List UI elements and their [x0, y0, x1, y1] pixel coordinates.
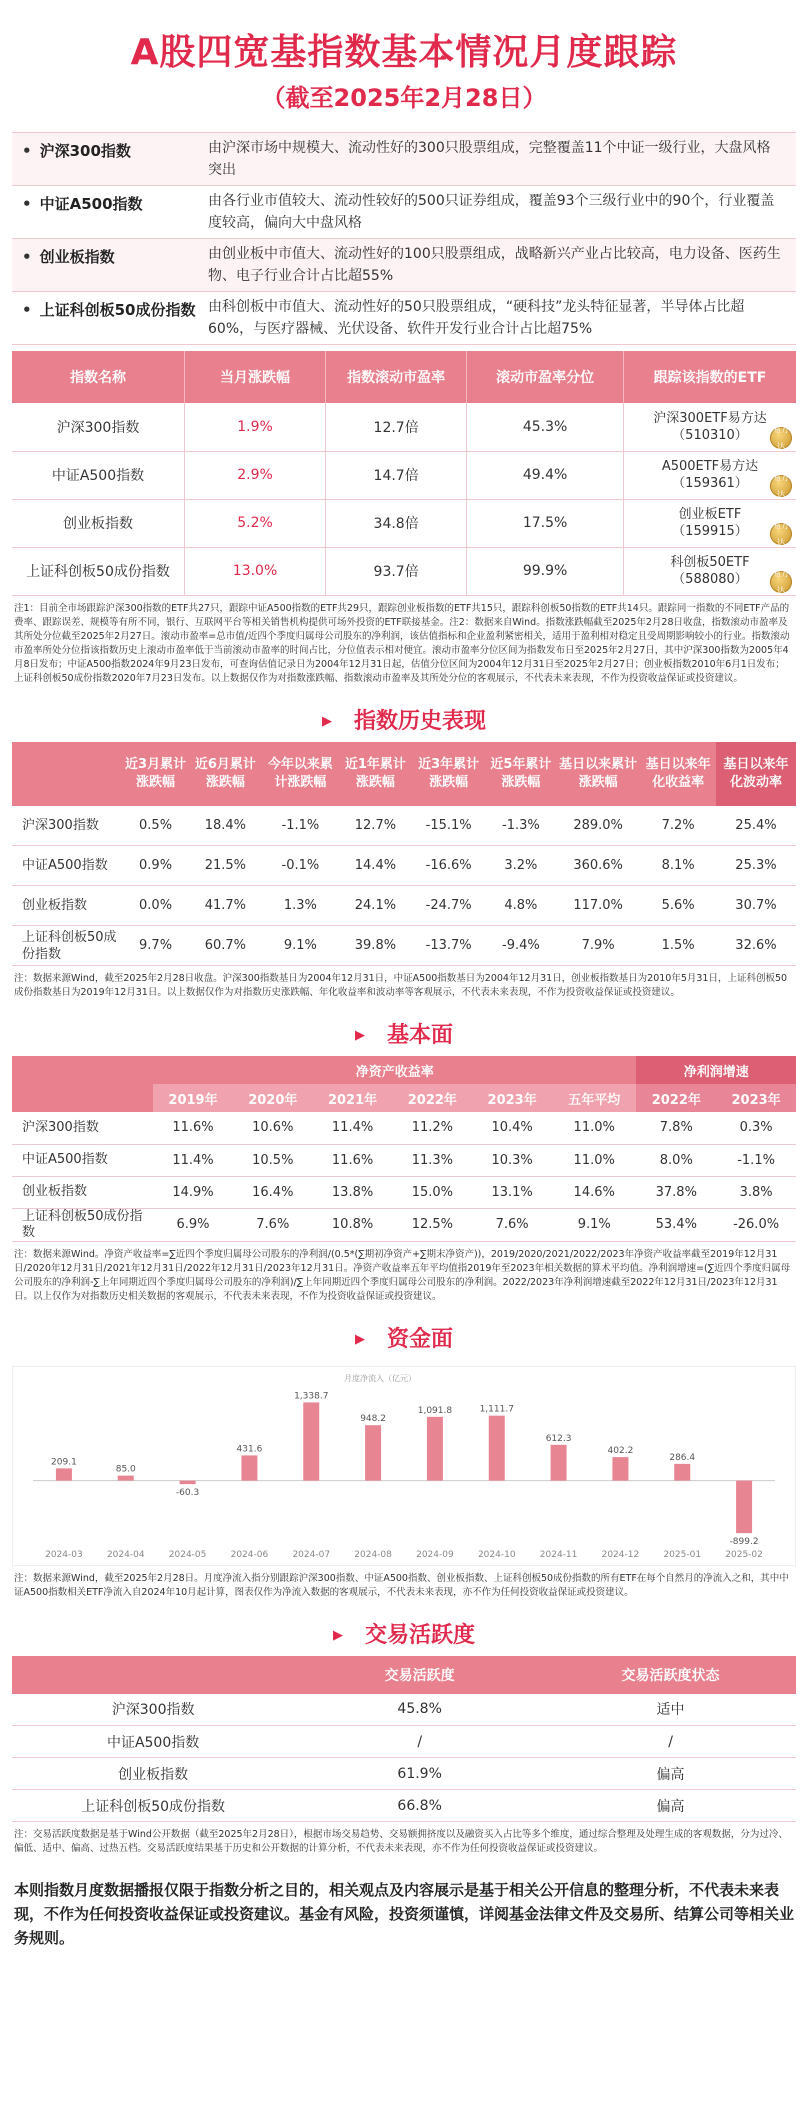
table-header-row — [12, 351, 796, 403]
table-row — [12, 499, 796, 547]
value-cell: -26.0% — [716, 1208, 796, 1241]
index-name: 创业板指数 — [12, 1758, 294, 1790]
value-cell: 10.5% — [233, 1144, 313, 1176]
disclaimer: 本则指数月度数据播报仅限于指数分析之目的，相关观点及内容展示是基于相关公开信息的整理分析，不代表未来表现，不作为任何投资收益保证或投资建议。基金有风险，投资须谨慎，详阅基金法律文件及交易所、结算公司等相关业务规则。 — [14, 1881, 795, 1947]
col-header: 2021年 — [313, 1084, 393, 1112]
history-table — [12, 742, 796, 967]
activity-state: 偏高 — [545, 1758, 796, 1790]
value-cell: 25.4% — [716, 806, 796, 846]
value-cell: 10.8% — [313, 1208, 393, 1241]
pe-percentile: 45.3% — [467, 403, 624, 451]
value-cell: 117.0% — [556, 886, 640, 926]
funds-note: 注：数据来源Wind，截至2025年2月28日。月度净流入指分别跟踪沪深300指数、中证A500指数、创业板指数、上证科创板50成份指数的所有ETF在每个自然月的净流入之和，其中中证A500指数相关ETF净流入自2024年10月起计算，图表仅作为净流入数据的客观展示，不代表未来表现，亦不作为任何投资收益保证或投资建议。 — [14, 1572, 789, 1598]
monthly-change: 1.9% — [184, 403, 325, 451]
chart-bar — [118, 1475, 134, 1480]
value-cell: 0.5% — [122, 806, 190, 846]
col-header: 今年以来累计涨跌幅 — [261, 742, 339, 806]
value-cell: -13.7% — [411, 926, 485, 966]
bar-value-label: 1,111.7 — [479, 1404, 514, 1415]
value-cell: 39.8% — [339, 926, 411, 966]
chart-bar — [489, 1415, 505, 1480]
value-cell: 1.3% — [261, 886, 339, 926]
value-cell: 7.2% — [640, 806, 716, 846]
triangle-right-icon: ▶ — [321, 713, 332, 729]
intro-item-desc: 由各行业市值较大、流动性较好的500只证券组成，覆盖93个三级行业中的90个，行业覆盖度较高，偏向大中盘风格 — [208, 193, 775, 231]
page-title: A股四宽基指数基本情况月度跟踪 — [130, 32, 678, 73]
fund-flow-svg — [13, 1367, 795, 1565]
col-header: 近3年累计涨跌幅 — [411, 742, 485, 806]
group-header-roe: 净资产收益率 — [153, 1056, 636, 1084]
col-header: 当月涨跌幅 — [184, 351, 325, 403]
etf-cell — [623, 451, 796, 499]
chart-bar — [674, 1463, 690, 1480]
col-header: 近5年累计涨跌幅 — [486, 742, 556, 806]
etf-code: （588080） — [672, 572, 748, 587]
value-cell: -1.1% — [261, 806, 339, 846]
x-tick-label: 2024-05 — [168, 1549, 207, 1560]
section-title-text: 交易活跃度 — [364, 1622, 475, 1648]
intro-item — [12, 239, 796, 292]
value-cell: 7.8% — [636, 1112, 716, 1144]
value-cell: 11.3% — [392, 1144, 472, 1176]
value-cell: 11.6% — [153, 1112, 233, 1144]
value-cell: -0.1% — [261, 846, 339, 886]
value-cell: 12.7% — [339, 806, 411, 846]
medal-icon: 易方达 — [770, 427, 792, 449]
value-cell: 18.4% — [189, 806, 261, 846]
x-tick-label: 2024-03 — [45, 1549, 83, 1560]
activity-value: 45.8% — [294, 1694, 545, 1726]
intro-item-name: • 中证A500指数 — [12, 190, 208, 214]
index-name: 创业板指数 — [12, 886, 122, 926]
chart-bar — [56, 1468, 72, 1480]
value-cell: 3.8% — [716, 1176, 796, 1208]
intro-item-desc: 由沪深市场中规模大、流动性好的300只股票组成，完整覆盖11个中证一级行业，大盘风格突出 — [208, 140, 771, 178]
col-header — [12, 1656, 294, 1694]
table-header-row — [12, 742, 796, 806]
index-name: 中证A500指数 — [12, 451, 184, 499]
section-title-history — [12, 702, 796, 742]
chart-legend: 月度净流入（亿元） — [344, 1373, 416, 1383]
intro-item-desc: 由创业板中市值大、流动性好的100只股票组成，战略新兴产业占比较高，电力设备、医药生物、电子行业合计占比超55% — [208, 246, 781, 284]
intro-item — [12, 186, 796, 239]
medal-icon: 易方达 — [770, 571, 792, 593]
etf-name: 创业板ETF — [678, 507, 742, 522]
value-cell: 11.0% — [552, 1112, 636, 1144]
pe-percentile: 17.5% — [467, 499, 624, 547]
activity-value: / — [294, 1726, 545, 1758]
x-tick-label: 2025-01 — [663, 1549, 702, 1560]
index-name: 上证科创板50成份指数 — [12, 1790, 294, 1822]
value-cell: 13.1% — [472, 1176, 552, 1208]
etf-name: 沪深300ETF易方达 — [653, 410, 767, 426]
bar-value-label: 402.2 — [607, 1445, 634, 1456]
index-name: 创业板指数 — [12, 499, 184, 547]
table-row — [12, 451, 796, 499]
intro-item-desc: 由科创板中市值大、流动性好的50只股票组成，“硬科技”龙头特征显著，半导体占比超60%，与医疗器械、光伏设备、软件开发行业合计占比超75% — [208, 299, 745, 337]
etf-cell — [623, 499, 796, 547]
col-header: 基日以来年化波动率 — [716, 742, 796, 806]
value-cell: -1.3% — [486, 806, 556, 846]
x-tick-label: 2025-02 — [725, 1549, 763, 1560]
col-header: 2023年 — [716, 1084, 796, 1112]
bar-value-label: -60.3 — [175, 1487, 200, 1498]
col-header: 滚动市盈率分位 — [467, 351, 624, 403]
col-header: 2022年 — [636, 1084, 716, 1112]
value-cell: 10.3% — [472, 1144, 552, 1176]
value-cell: 11.6% — [313, 1144, 393, 1176]
col-header: 跟踪该指数的ETF — [623, 351, 796, 403]
chart-bar — [365, 1425, 381, 1480]
value-cell: -24.7% — [411, 886, 485, 926]
bar-value-label: 286.4 — [669, 1452, 696, 1463]
table-row — [12, 846, 796, 886]
group-header-profit: 净利润增速 — [636, 1056, 796, 1084]
table-row — [12, 806, 796, 846]
medal-icon: 易方达 — [770, 475, 792, 497]
intro-item-name: • 沪深300指数 — [12, 137, 208, 161]
value-cell: 8.0% — [636, 1144, 716, 1176]
activity-note: 注：交易活跃度数据是基于Wind公开数据（截至2025年2月28日），根据市场交易趋势、交易额拥挤度以及融资买入占比等多个维度，通过综合整理及处理生成的客观数据，分为过冷、偏低、适中、偏高、过热五档。交易活跃度结果基于历史和公开数据的计算分析，不代表未来表现，亦不作为任何投资收益保证或投资建议。 — [14, 1829, 788, 1854]
value-cell: -1.1% — [716, 1144, 796, 1176]
value-cell: 13.8% — [313, 1176, 393, 1208]
triangle-right-icon: ▶ — [354, 1028, 365, 1043]
monthly-change: 5.2% — [184, 499, 325, 547]
index-name: 中证A500指数 — [12, 1726, 294, 1758]
col-header — [12, 742, 122, 806]
col-header: 指数名称 — [12, 351, 184, 403]
monthly-change: 2.9% — [184, 451, 325, 499]
intro-item-name: • 上证科创板50成份指数 — [12, 296, 208, 320]
col-header: 2019年 — [153, 1084, 233, 1112]
chart-bar — [303, 1402, 319, 1480]
col-header: 基日以来累计涨跌幅 — [556, 742, 640, 806]
value-cell: -9.4% — [486, 926, 556, 966]
col-header: 近6月累计涨跌幅 — [189, 742, 261, 806]
overview-note: 注1：目前全市场跟踪沪深300指数的ETF共27只，跟踪中证A500指数的ETF共29只，跟踪创业板指数的ETF共15只，跟踪科创板50指数的ETF共14只。跟踪同一指数的不同ETF产品的费率、跟踪误差、规模等有所不同，银行、互联网平台等相关销售机构提供可场外投资的ETF联接基金。注2：数据来自Wind。指数涨跌幅截至2025年2月28日收盘，指数滚动市盈率及其所处分位截至2025年2月27日。滚动市盈率=总市值/近四个季度归属母公司股东的净利润，该估值指标和企业盈利紧密相关，适用于盈利相对稳定且受周期影响较小的行业。指数滚动市盈率所处分位指该指数历史上滚动市盈率低于当前滚动市盈率的时间占比，分位值表示相对便宜。滚动市盈率分位区间为指数发布日至2025年2月27日，其中沪深300指数为2005年4月8日发布；中证A500指数2024年9月23日发布，可查询估值记录日为2004年12月31日起，估值分位区间为2004年12月31日至2025年2月27日；创业板指数2010年6月1日发布；上证科创板50成份指数2020年7月23日发布。以上数据仅作为对指数涨跌幅、指数滚动市盈率及其所处分位的客观展示，不代表未来表现，不作为投资收益保证或投资建议。 — [14, 602, 790, 684]
activity-state: 适中 — [545, 1694, 796, 1726]
etf-name: A500ETF易方达 — [661, 459, 759, 474]
x-tick-label: 2024-11 — [539, 1549, 578, 1560]
value-cell: 60.7% — [189, 926, 261, 966]
value-cell: 7.6% — [233, 1208, 313, 1241]
value-cell: 6.9% — [153, 1208, 233, 1241]
chart-bar — [736, 1480, 752, 1533]
bar-value-label: 1,091.8 — [417, 1405, 453, 1416]
col-header: 2022年 — [392, 1084, 472, 1112]
index-name: 上证科创板50成份指数 — [12, 547, 184, 595]
section-title-text: 指数历史表现 — [353, 708, 486, 734]
value-cell: -15.1% — [411, 806, 485, 846]
chart-bar — [427, 1416, 443, 1480]
x-tick-label: 2024-04 — [106, 1549, 145, 1560]
col-header: 近3月累计涨跌幅 — [122, 742, 190, 806]
etf-cell — [623, 403, 796, 451]
value-cell: 14.9% — [153, 1176, 233, 1208]
pe-percentile: 99.9% — [467, 547, 624, 595]
index-name: 上证科创板50成份指数 — [12, 1208, 153, 1241]
table-group-row — [12, 1056, 796, 1084]
monthly-change: 13.0% — [184, 547, 325, 595]
table-row — [12, 403, 796, 451]
table-row — [12, 1790, 796, 1822]
value-cell: 7.9% — [556, 926, 640, 966]
value-cell: 9.1% — [261, 926, 339, 966]
fundamentals-table — [12, 1056, 796, 1242]
table-row — [12, 926, 796, 966]
section-title-text: 资金面 — [386, 1326, 453, 1352]
value-cell: 5.6% — [640, 886, 716, 926]
x-tick-label: 2024-10 — [477, 1549, 516, 1560]
col-header: 2020年 — [233, 1084, 313, 1112]
value-cell: 24.1% — [339, 886, 411, 926]
value-cell: 14.6% — [552, 1176, 636, 1208]
x-tick-label: 2024-07 — [292, 1549, 331, 1560]
triangle-right-icon: ▶ — [354, 1331, 365, 1347]
rolling-pe: 34.8倍 — [326, 499, 467, 547]
activity-value: 66.8% — [294, 1790, 545, 1822]
index-name: 中证A500指数 — [12, 1144, 153, 1176]
page-subtitle: （截至2025年2月28日） — [261, 84, 547, 112]
chart-bar — [612, 1457, 628, 1480]
index-name: 沪深300指数 — [12, 806, 122, 846]
index-name: 中证A500指数 — [12, 846, 122, 886]
col-header: 指数滚动市盈率 — [326, 351, 467, 403]
table-row — [12, 886, 796, 926]
index-name: 创业板指数 — [12, 1176, 153, 1208]
value-cell: 7.6% — [472, 1208, 552, 1241]
rolling-pe: 12.7倍 — [326, 403, 467, 451]
overview-table — [12, 351, 796, 596]
x-tick-label: 2024-08 — [354, 1549, 392, 1560]
chart-bar — [241, 1455, 257, 1480]
col-header: 近1年累计涨跌幅 — [339, 742, 411, 806]
table-row — [12, 1112, 796, 1144]
value-cell: 1.5% — [640, 926, 716, 966]
col-header: 交易活跃度状态 — [545, 1656, 796, 1694]
table-row — [12, 1694, 796, 1726]
value-cell: 32.6% — [716, 926, 796, 966]
value-cell: 30.7% — [716, 886, 796, 926]
value-cell: 9.7% — [122, 926, 190, 966]
bar-value-label: -899.2 — [729, 1536, 759, 1547]
intro-item — [12, 133, 796, 186]
medal-icon: 易方达 — [770, 523, 792, 545]
intro-item-name: • 创业板指数 — [12, 243, 208, 267]
table-row — [12, 1176, 796, 1208]
value-cell: 289.0% — [556, 806, 640, 846]
x-tick-label: 2024-06 — [230, 1549, 269, 1560]
value-cell: -16.6% — [411, 846, 485, 886]
etf-name: 科创板50ETF — [670, 555, 750, 570]
bar-value-label: 85.0 — [115, 1464, 136, 1475]
value-cell: 0.0% — [122, 886, 190, 926]
pe-percentile: 49.4% — [467, 451, 624, 499]
table-row — [12, 1144, 796, 1176]
index-name: 沪深300指数 — [12, 1694, 294, 1726]
value-cell: 41.7% — [189, 886, 261, 926]
value-cell: 11.4% — [153, 1144, 233, 1176]
table-row — [12, 1208, 796, 1241]
bar-value-label: 209.1 — [51, 1456, 77, 1467]
index-name: 沪深300指数 — [12, 403, 184, 451]
col-header: 2023年 — [472, 1084, 552, 1112]
table-row — [12, 1758, 796, 1790]
value-cell: 8.1% — [640, 846, 716, 886]
table-row — [12, 547, 796, 595]
fund-flow-chart — [12, 1366, 796, 1566]
col-header — [12, 1056, 153, 1112]
value-cell: 11.2% — [392, 1112, 472, 1144]
activity-value: 61.9% — [294, 1758, 545, 1790]
section-title-funds — [12, 1320, 796, 1360]
value-cell: 11.4% — [313, 1112, 393, 1144]
bar-value-label: 431.6 — [236, 1443, 263, 1454]
value-cell: 360.6% — [556, 846, 640, 886]
value-cell: 11.0% — [552, 1144, 636, 1176]
chart-bar — [551, 1444, 567, 1480]
intro-list — [12, 132, 796, 345]
index-name: 沪深300指数 — [12, 1112, 153, 1144]
rolling-pe: 93.7倍 — [326, 547, 467, 595]
bar-value-label: 612.3 — [545, 1433, 572, 1444]
value-cell: 16.4% — [233, 1176, 313, 1208]
etf-cell — [623, 547, 796, 595]
value-cell: 14.4% — [339, 846, 411, 886]
value-cell: 12.5% — [392, 1208, 472, 1241]
value-cell: 37.8% — [636, 1176, 716, 1208]
bar-value-label: 948.2 — [360, 1413, 386, 1424]
chart-bar — [180, 1480, 196, 1484]
value-cell: 53.4% — [636, 1208, 716, 1241]
value-cell: 21.5% — [189, 846, 261, 886]
value-cell: 0.3% — [716, 1112, 796, 1144]
bar-value-label: 1,338.7 — [294, 1390, 329, 1401]
table-header-row — [12, 1656, 796, 1694]
section-title-fundamentals — [12, 1016, 796, 1056]
col-header: 基日以来年化收益率 — [640, 742, 716, 806]
section-title-activity — [12, 1616, 796, 1656]
value-cell: 15.0% — [392, 1176, 472, 1208]
activity-state: / — [545, 1726, 796, 1758]
col-header: 五年平均 — [552, 1084, 636, 1112]
history-note: 注：数据来源Wind，截至2025年2月28日收盘。沪深300指数基日为2004年12月31日，中证A500指数基日为2004年12月31日，创业板指数基日为2010年5月31日，上证科创板50成份指数基日为2019年12月31日。以上数据仅作为对指数历史涨跌幅、年化收益率和波动率等客观展示，不代表未来表现，不作为投资收益保证或投资建议。 — [14, 973, 788, 998]
value-cell: 0.9% — [122, 846, 190, 886]
value-cell: 3.2% — [486, 846, 556, 886]
activity-table — [12, 1656, 796, 1823]
activity-state: 偏高 — [545, 1790, 796, 1822]
col-header: 交易活跃度 — [294, 1656, 545, 1694]
etf-code: （159361） — [672, 476, 748, 491]
value-cell: 4.8% — [486, 886, 556, 926]
index-name: 上证科创板50成份指数 — [12, 926, 122, 966]
value-cell: 10.6% — [233, 1112, 313, 1144]
etf-code: （510310） — [672, 427, 748, 443]
value-cell: 10.4% — [472, 1112, 552, 1144]
section-title-text: 基本面 — [386, 1023, 453, 1048]
value-cell: 9.1% — [552, 1208, 636, 1241]
triangle-right-icon: ▶ — [332, 1627, 343, 1643]
fundamentals-note: 注：数据来源Wind。净资产收益率=∑近四个季度归属母公司股东的净利润/(0.5*(∑期初净资产+∑期末净资产))，2019/2020/2021/2022/2023年净资产收益率截至2019年12月31日/2020年12月31日/2021年12月31日/2022年12月31日/2023年12月31日。净资产收益率五年平均值指2019年至2023年相关数据的算术平均值。净利润增速=(∑近四个季度归属母公司股东的净利润-∑上年同期近四个季度归属母公司股东的净利润)/∑上年同期近四个季度归属母公司股东的净利润。2022/2023年净利润增速截至2022年12月31日/2023年12月31日。以上仅作为对指数历史相关数据的客观展示，不代表未来表现，不作为投资收益保证或投资建议。 — [14, 1248, 791, 1302]
etf-code: （159915） — [672, 524, 748, 539]
x-tick-label: 2024-12 — [601, 1549, 640, 1560]
intro-item — [12, 292, 796, 345]
x-tick-label: 2024-09 — [416, 1549, 454, 1560]
rolling-pe: 14.7倍 — [326, 451, 467, 499]
table-row — [12, 1726, 796, 1758]
value-cell: 25.3% — [716, 846, 796, 886]
